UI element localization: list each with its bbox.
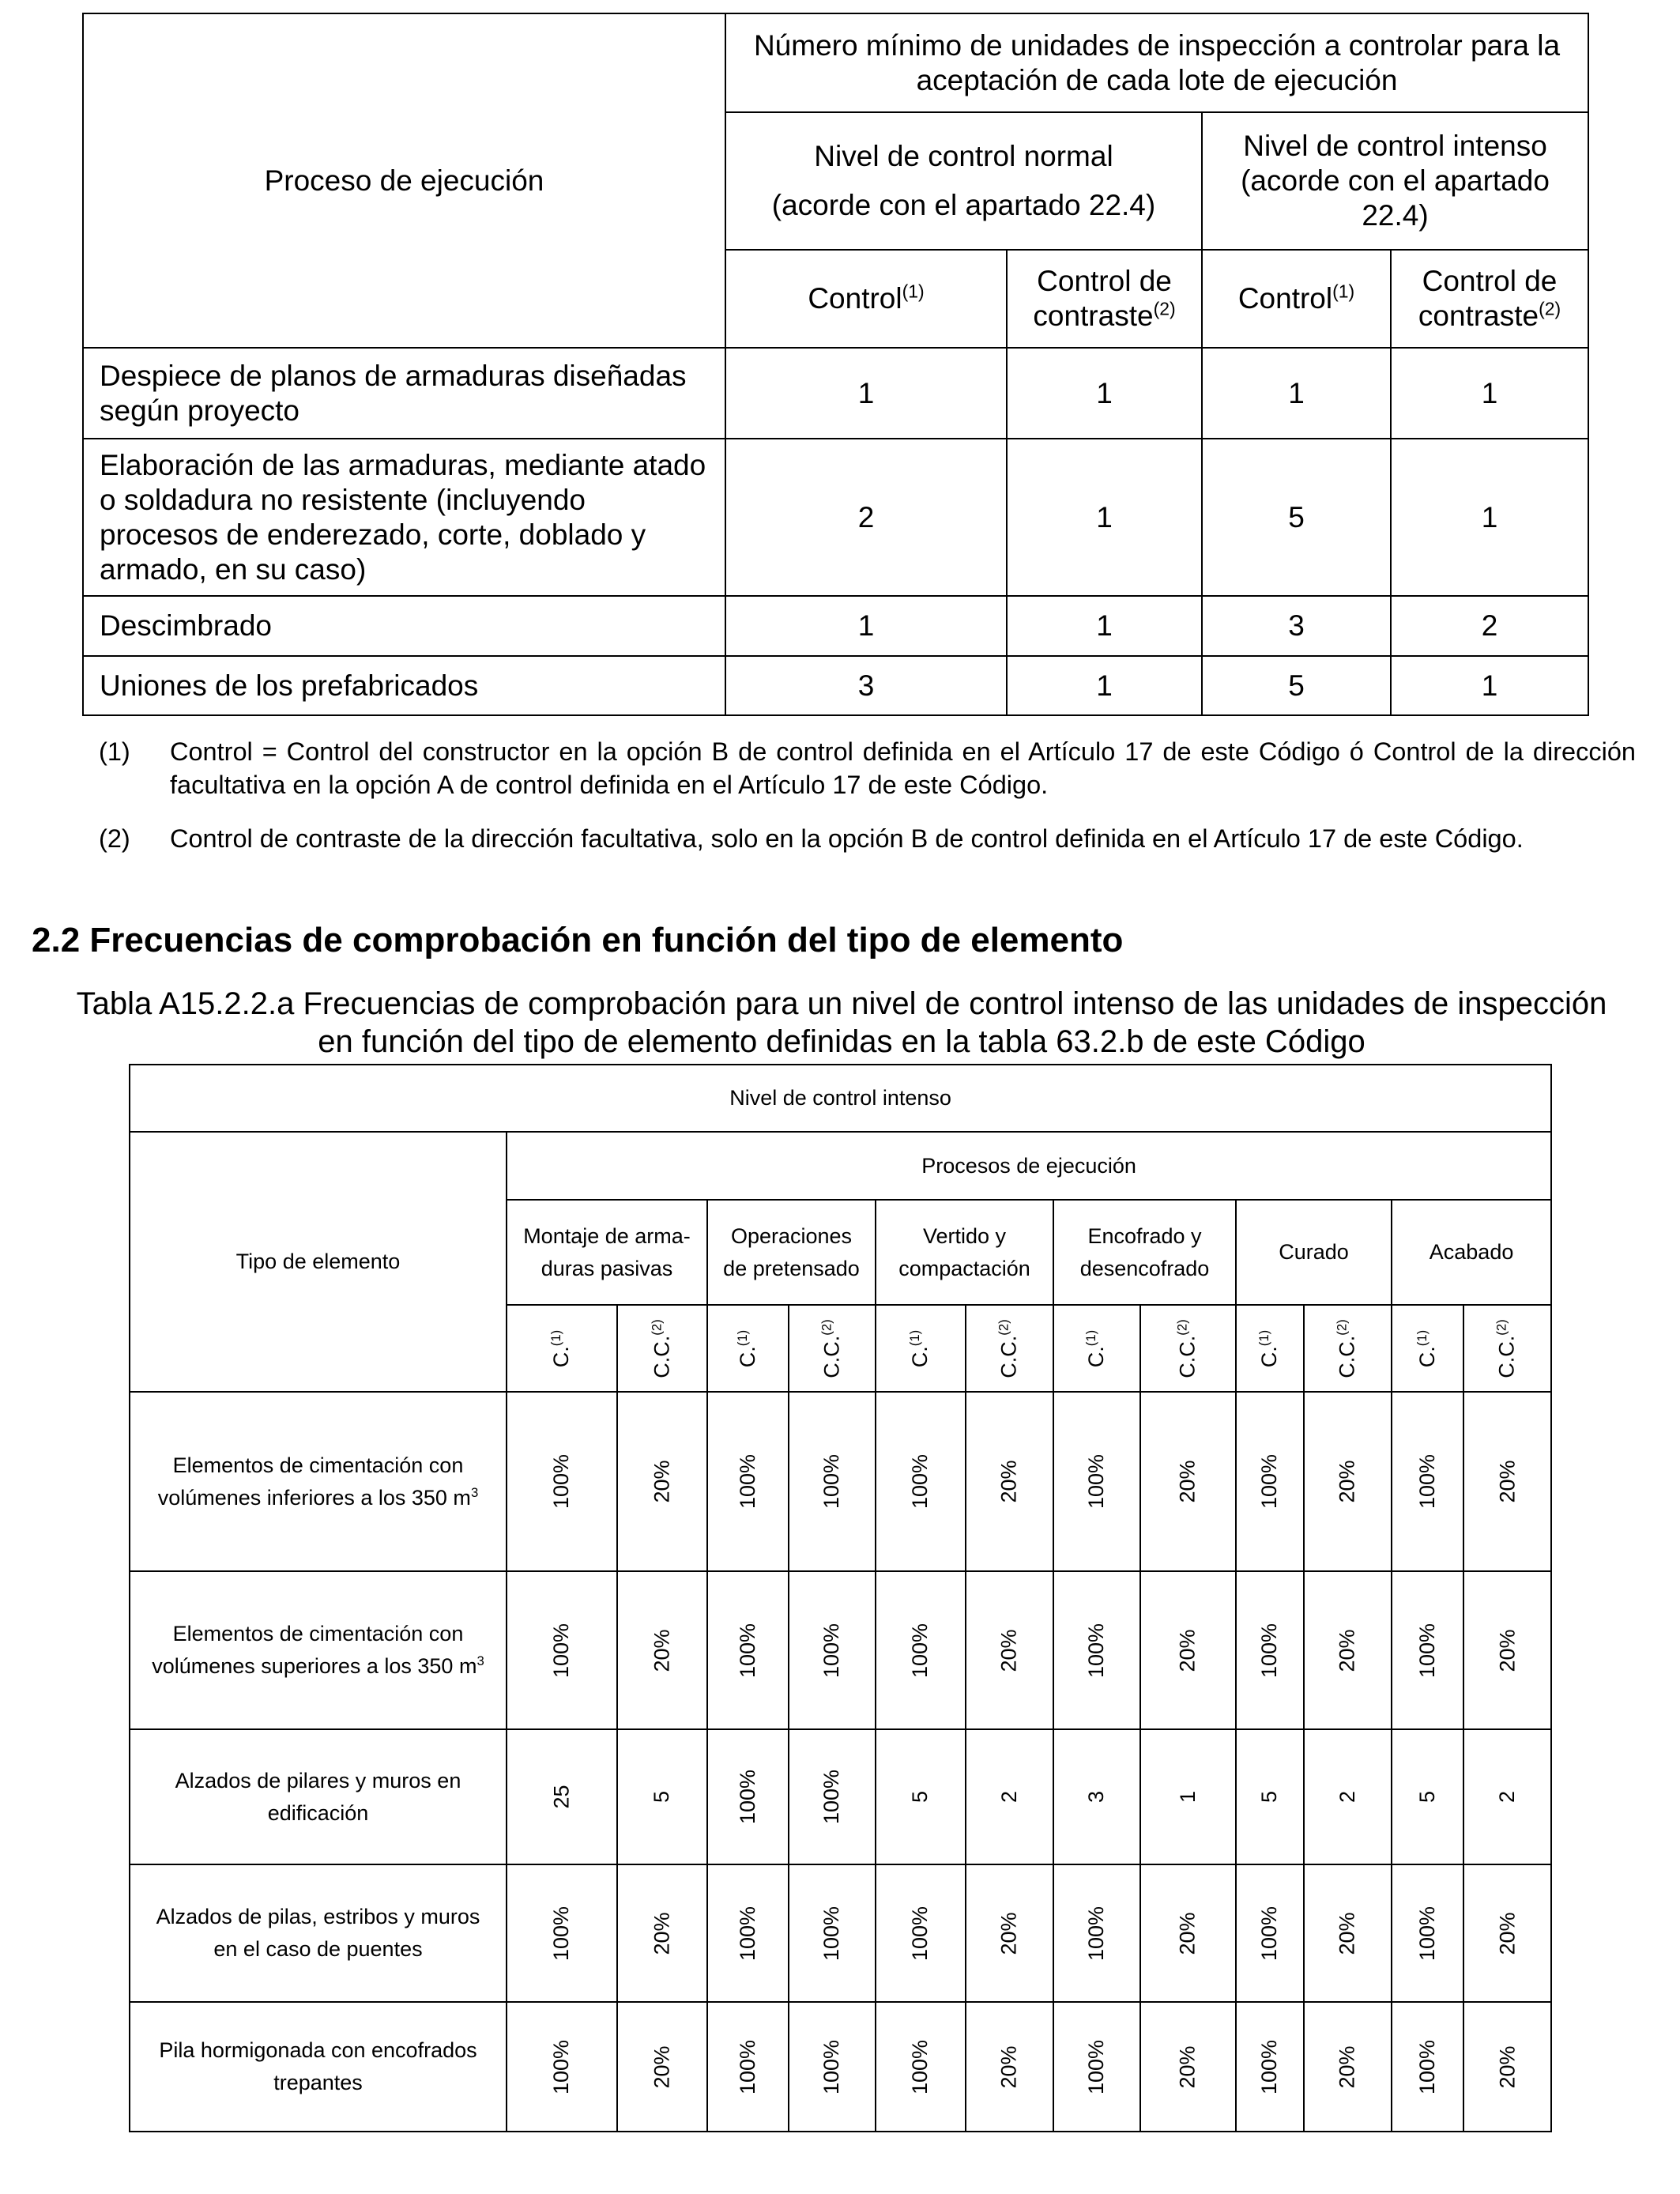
- frequency-cell: 20%: [966, 1864, 1053, 2002]
- footnote-number: (1): [99, 737, 130, 766]
- contrast-header: Control de contraste$^{(2)}$: [1007, 250, 1202, 348]
- frequency-cell: 100%: [707, 1729, 789, 1864]
- frequency-cell: 2: [1463, 1729, 1551, 1864]
- control-type-header: C.C.$^{(2)}$: [1304, 1305, 1392, 1392]
- element-type-cell: Alzados de pilares y muros en edificación: [130, 1729, 507, 1864]
- frequency-cell: 100%: [1236, 1864, 1304, 2002]
- value-cell: 1: [725, 596, 1007, 656]
- element-type-cell: Elementos de cimentación con volúmenes superiores a los 350 $m^3$: [130, 1571, 507, 1729]
- footnote-text: Control = Control del constructor en la opción B de control definida en el Artículo 17 de este Código ó Control de la dirección facultativa en la opción A de control definida en el Artículo 17 de este Código.: [170, 737, 1636, 799]
- process-header: Montaje de arma- duras pasivas: [507, 1200, 707, 1305]
- frequency-cell: 100%: [876, 2002, 966, 2132]
- frequency-cell: 100%: [1236, 1571, 1304, 1729]
- frequency-cell: 20%: [617, 1392, 707, 1571]
- footnote-text: Control de contraste de la dirección facultativa, solo en la opción B de control definida en el Artículo 17 de este Código.: [170, 824, 1524, 853]
- value-cell: 5: [1202, 656, 1391, 715]
- value-cell: 2: [725, 439, 1007, 596]
- value-cell: 3: [1202, 596, 1391, 656]
- control-type-header: C.$^{(1)}$: [1053, 1305, 1140, 1392]
- table-caption: Tabla A15.2.2.a Frecuencias de comprobación para un nivel de control intenso de las unidades de inspección en función del tipo de elemento definidas en la tabla 63.2.b de este Código: [76, 986, 1607, 1059]
- footnote: [99, 735, 1636, 801]
- table-row: [130, 1729, 1551, 1864]
- frequency-cell: 100%: [789, 1864, 876, 2002]
- table-row: [83, 348, 1588, 439]
- frequency-cell: 100%: [507, 1571, 617, 1729]
- process-cell: Uniones de los prefabricados: [83, 656, 725, 715]
- footnote-number: (2): [99, 824, 130, 853]
- control-type-header: C.C.$^{(2)}$: [617, 1305, 707, 1392]
- processes-header: Procesos de ejecución: [507, 1132, 1551, 1200]
- control-type-header: C.C.$^{(2)}$: [966, 1305, 1053, 1392]
- frequency-cell: 20%: [1140, 2002, 1236, 2132]
- control-type-header: C.$^{(1)}$: [507, 1305, 617, 1392]
- process-header: Proceso de ejecución: [83, 13, 725, 348]
- frequency-cell: 100%: [1392, 1392, 1463, 1571]
- frequency-cell: 100%: [876, 1392, 966, 1571]
- frequency-cell: 2: [1304, 1729, 1392, 1864]
- value-cell: 1: [1007, 596, 1202, 656]
- control-type-header: C.C.$^{(2)}$: [789, 1305, 876, 1392]
- control-header: Control$^{(1)}$: [1202, 250, 1391, 348]
- frequency-cell: 20%: [1140, 1571, 1236, 1729]
- frequency-cell: 100%: [876, 1571, 966, 1729]
- control-type-header: C.$^{(1)}$: [707, 1305, 789, 1392]
- table-row: [83, 656, 1588, 715]
- table-row: [130, 1392, 1551, 1571]
- process-header: Operaciones de pretensado: [707, 1200, 876, 1305]
- frequency-cell: 20%: [1463, 1571, 1551, 1729]
- frequency-cell: 20%: [1463, 1392, 1551, 1571]
- control-level-header: Nivel de control intenso: [130, 1065, 1551, 1132]
- frequency-cell: 5: [1236, 1729, 1304, 1864]
- frequency-cell: 100%: [1053, 1392, 1140, 1571]
- normal-control-header: Nivel de control normal (acorde con el apartado 22.4): [725, 112, 1202, 250]
- frequency-cell: 20%: [1304, 2002, 1392, 2132]
- frequency-cell: 20%: [966, 1392, 1053, 1571]
- frequency-cell: 20%: [617, 2002, 707, 2132]
- frequency-cell: 100%: [507, 2002, 617, 2132]
- frequency-cell: 100%: [1392, 1864, 1463, 2002]
- table-row: [130, 1864, 1551, 2002]
- frequency-cell: 100%: [707, 2002, 789, 2132]
- contrast-header: Control de contraste$^{(2)}$: [1391, 250, 1588, 348]
- value-cell: 3: [725, 656, 1007, 715]
- value-cell: 1: [1007, 656, 1202, 715]
- value-cell: 2: [1391, 596, 1588, 656]
- frequency-table: [129, 1064, 1552, 2132]
- table-row: [83, 596, 1588, 656]
- process-header: Curado: [1236, 1200, 1392, 1305]
- frequency-cell: 100%: [789, 1729, 876, 1864]
- frequency-cell: 100%: [876, 1864, 966, 2002]
- table-row: [130, 1571, 1551, 1729]
- frequency-cell: 2: [966, 1729, 1053, 1864]
- frequency-cell: 100%: [707, 1864, 789, 2002]
- min-units-header: Número mínimo de unidades de inspección a controlar para la aceptación de cada lote de ejecución: [725, 13, 1588, 112]
- value-cell: 1: [1391, 439, 1588, 596]
- frequency-cell: 5: [1392, 1729, 1463, 1864]
- inspection-units-table: [82, 13, 1589, 716]
- control-type-header: C.C.$^{(2)}$: [1140, 1305, 1236, 1392]
- frequency-cell: 20%: [966, 2002, 1053, 2132]
- frequency-cell: 20%: [617, 1864, 707, 2002]
- process-header: Encofrado y desencofrado: [1053, 1200, 1236, 1305]
- process-header: Vertido y compactación: [876, 1200, 1053, 1305]
- frequency-cell: 100%: [1236, 2002, 1304, 2132]
- frequency-cell: 1: [1140, 1729, 1236, 1864]
- value-cell: 1: [1391, 656, 1588, 715]
- process-cell: Despiece de planos de armaduras diseñadas según proyecto: [83, 348, 725, 439]
- frequency-cell: 20%: [1140, 1392, 1236, 1571]
- frequency-cell: 3: [1053, 1729, 1140, 1864]
- frequency-cell: 20%: [617, 1571, 707, 1729]
- frequency-cell: 5: [876, 1729, 966, 1864]
- value-cell: 1: [1007, 439, 1202, 596]
- control-header: Control$^{(1)}$: [725, 250, 1007, 348]
- frequency-cell: 25: [507, 1729, 617, 1864]
- value-cell: 1: [1202, 348, 1391, 439]
- element-type-header: Tipo de elemento: [130, 1132, 507, 1392]
- section-heading: 2.2 Frecuencias de comprobación en función del tipo de elemento: [32, 921, 1124, 959]
- frequency-cell: 100%: [789, 1571, 876, 1729]
- frequency-cell: 100%: [707, 1571, 789, 1729]
- value-cell: 5: [1202, 439, 1391, 596]
- control-type-header: C.$^{(1)}$: [1392, 1305, 1463, 1392]
- frequency-cell: 100%: [789, 1392, 876, 1571]
- intense-control-header: Nivel de control intenso (acorde con el apartado 22.4): [1202, 112, 1588, 250]
- process-header: Acabado: [1392, 1200, 1551, 1305]
- frequency-cell: 20%: [966, 1571, 1053, 1729]
- frequency-cell: 100%: [507, 1392, 617, 1571]
- frequency-cell: 20%: [1304, 1392, 1392, 1571]
- value-cell: 1: [725, 348, 1007, 439]
- frequency-cell: 100%: [707, 1392, 789, 1571]
- frequency-cell: 20%: [1140, 1864, 1236, 2002]
- frequency-cell: 5: [617, 1729, 707, 1864]
- frequency-cell: 100%: [507, 1864, 617, 2002]
- control-type-header: C.C.$^{(2)}$: [1463, 1305, 1551, 1392]
- frequency-cell: 20%: [1304, 1571, 1392, 1729]
- value-cell: 1: [1391, 348, 1588, 439]
- frequency-cell: 20%: [1463, 1864, 1551, 2002]
- table-row: [130, 2002, 1551, 2132]
- element-type-cell: Alzados de pilas, estribos y muros en el caso de puentes: [130, 1864, 507, 2002]
- element-type-cell: Pila hormigonada con encofrados trepantes: [130, 2002, 507, 2132]
- frequency-cell: 20%: [1304, 1864, 1392, 2002]
- frequency-cell: 100%: [1236, 1392, 1304, 1571]
- frequency-cell: 100%: [1392, 2002, 1463, 2132]
- frequency-cell: 100%: [1392, 1571, 1463, 1729]
- element-type-cell: Elementos de cimentación con volúmenes inferiores a los 350 $m^3$: [130, 1392, 507, 1571]
- table-row: [83, 439, 1588, 596]
- value-cell: 1: [1007, 348, 1202, 439]
- frequency-cell: 100%: [1053, 1864, 1140, 2002]
- frequency-cell: 100%: [1053, 2002, 1140, 2132]
- process-cell: Elaboración de las armaduras, mediante atado o soldadura no resistente (incluyendo procesos de enderezado, corte, doblado y armado, en su caso): [83, 439, 725, 596]
- frequency-cell: 100%: [1053, 1571, 1140, 1729]
- process-cell: Descimbrado: [83, 596, 725, 656]
- frequency-cell: 100%: [789, 2002, 876, 2132]
- control-type-header: C.$^{(1)}$: [876, 1305, 966, 1392]
- footnote: [99, 822, 1636, 855]
- control-type-header: C.$^{(1)}$: [1236, 1305, 1304, 1392]
- frequency-cell: 20%: [1463, 2002, 1551, 2132]
